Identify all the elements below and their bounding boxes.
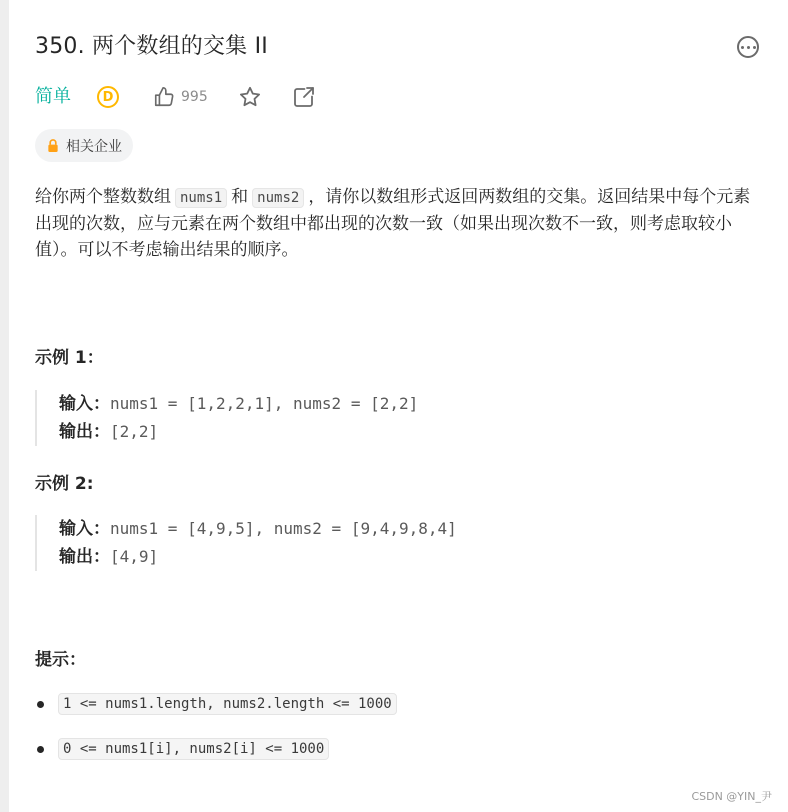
example-input: nums1 = [4,9,5], nums2 = [9,4,9,8,4] [110,519,457,538]
input-label: 输入： [59,519,110,539]
statement-text: 给你两个整数数组 [35,187,171,207]
like-count: 995 [181,89,208,105]
example-2-block [35,515,735,571]
star-icon [238,85,262,109]
problem-statement [35,184,765,263]
hint-code: 1 <= nums1.length, nums2.length <= 1000 [58,693,397,715]
watermark: CSDN @YIN_尹 [691,790,772,803]
hints-list [35,690,765,780]
favorite-button[interactable] [238,85,262,109]
related-companies-tag[interactable] [35,129,133,162]
example-input: nums1 = [1,2,2,1], nums2 = [2,2] [110,394,419,413]
inline-code: nums2 [252,188,304,208]
statement-text: 和 [231,187,249,207]
example-output: [2,2] [110,422,159,441]
inline-code: nums1 [175,188,227,208]
hint-code: 0 <= nums1[i], nums2[i] <= 1000 [58,738,329,760]
example-input-line [59,390,735,418]
like-button[interactable] [153,86,208,108]
title-row [35,30,765,64]
coin-icon[interactable]: D [97,86,119,108]
difficulty-badge: 简单 [35,86,71,107]
example-output-line [59,418,735,446]
lock-icon [47,139,59,152]
example-output: [4,9] [110,547,159,566]
hints-heading: 提示： [35,650,86,670]
example-input-line [59,515,735,543]
example-2-heading: 示例 2: [35,474,94,494]
bullet-icon [37,701,44,708]
more-options-icon[interactable] [737,36,759,58]
left-sidebar-edge [0,0,9,812]
list-item [35,735,765,763]
example-output-line [59,543,735,571]
statement-text: ，请你以数组形式返回两数组的交集。返回结果中每个元素出现的次数，应与元素在两个数组中都出现的次数一致（如果出现次数不一致，则考虑取较小值）。可以不考虑输出结果的顺序。 [35,187,751,260]
example-1-heading: 示例 1： [35,348,104,368]
problem-title: 350. 两个数组的交集 II [35,34,268,59]
share-button[interactable] [292,85,316,109]
output-label: 输出： [59,422,110,442]
share-icon [292,85,316,109]
thumbs-up-icon [153,86,175,108]
bullet-icon [37,746,44,753]
tag-label: 相关企业 [66,138,122,155]
output-label: 输出： [59,547,110,567]
example-1-block [35,390,735,446]
problem-meta-row [35,84,316,110]
input-label: 输入： [59,394,110,414]
list-item [35,690,765,718]
